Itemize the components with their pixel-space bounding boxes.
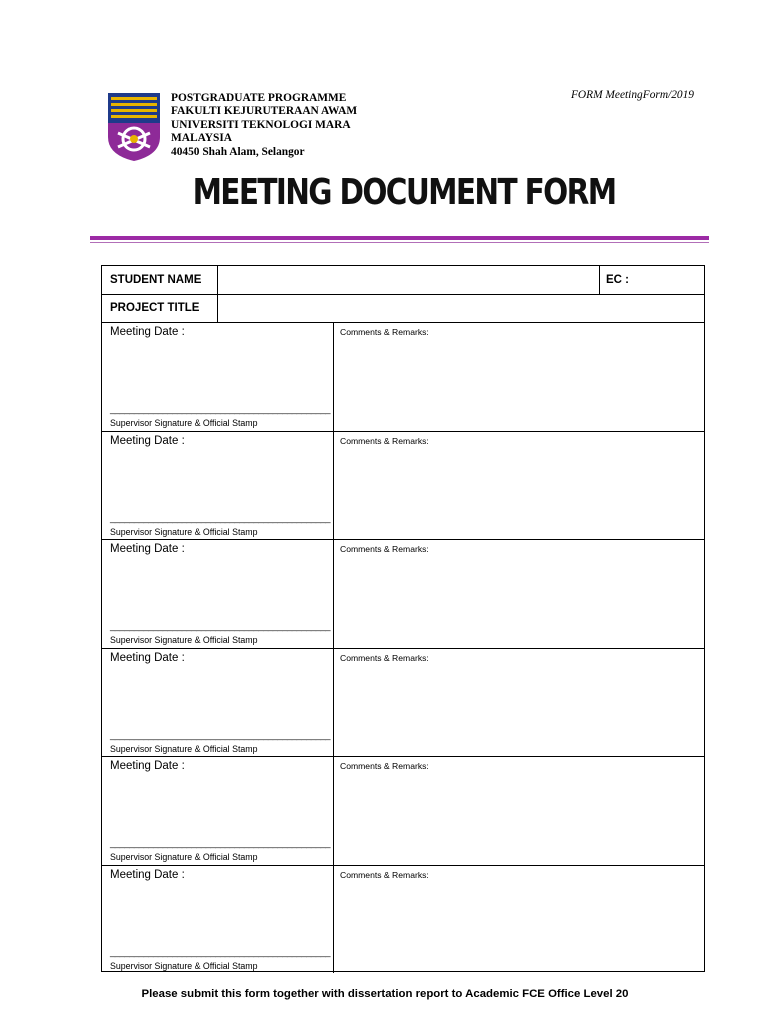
header-line-5: 40450 Shah Alam, Selangor	[171, 145, 305, 158]
signature-line[interactable]: ______________________________________________	[110, 404, 331, 415]
meeting-row-divider	[102, 865, 704, 866]
comments-label: Comments & Remarks:	[340, 544, 429, 554]
comments-label: Comments & Remarks:	[340, 327, 429, 337]
meeting-date-label: Meeting Date :	[110, 434, 185, 447]
comments-label: Comments & Remarks:	[340, 761, 429, 771]
comments-field[interactable]	[338, 774, 700, 861]
meeting-date-field[interactable]	[187, 541, 327, 559]
comments-field[interactable]	[338, 449, 700, 536]
page-title: MEETING DOCUMENT FORM	[192, 172, 616, 213]
meeting-date-field[interactable]	[187, 650, 327, 668]
meeting-date-label: Meeting Date :	[110, 868, 185, 881]
project-title-label: PROJECT TITLE	[110, 302, 200, 314]
student-name-label: STUDENT NAME	[110, 274, 202, 286]
meeting-row-divider	[102, 756, 704, 757]
meeting-date-field[interactable]	[187, 867, 327, 885]
project-title-field[interactable]	[220, 296, 702, 320]
signature-line[interactable]: ______________________________________________	[110, 946, 331, 958]
ec-field[interactable]	[632, 268, 702, 292]
meeting-column-divider	[333, 756, 334, 865]
header-line-2: FAKULTI KEJURUTERAAN AWAM	[171, 105, 358, 118]
meeting-date-field[interactable]	[187, 433, 327, 451]
header-line-3: UNIVERSITI TEKNOLOGI MARA	[171, 118, 351, 131]
meeting-row-divider	[102, 539, 704, 540]
comments-label: Comments & Remarks:	[340, 869, 429, 880]
header-line-1: POSTGRADUATE PROGRAMME	[171, 92, 347, 104]
signature-line[interactable]: ______________________________________________	[110, 838, 331, 849]
signature-label: Supervisor Signature & Official Stamp	[110, 960, 258, 971]
meeting-form-table	[101, 265, 705, 972]
comments-label: Comments & Remarks:	[340, 435, 429, 446]
meeting-column-divider	[333, 865, 334, 974]
meeting-row-divider	[102, 431, 704, 432]
signature-label: Supervisor Signature & Official Stamp	[110, 743, 258, 754]
meeting-date-label: Meeting Date :	[110, 326, 185, 338]
signature-label: Supervisor Signature & Official Stamp	[110, 418, 258, 428]
signature-line[interactable]: ______________________________________________	[110, 729, 331, 741]
ec-label: EC :	[606, 274, 629, 286]
faculty-address	[171, 92, 357, 159]
student-name-field[interactable]	[220, 268, 596, 292]
meeting-date-label: Meeting Date :	[110, 760, 185, 772]
form-id: FORM MeetingForm/2019	[570, 89, 694, 101]
meeting-date-field[interactable]	[187, 324, 327, 342]
comments-label: Comments & Remarks:	[340, 652, 429, 663]
comments-field[interactable]	[338, 340, 700, 427]
meeting-row-divider	[102, 648, 704, 649]
meeting-column-divider	[333, 539, 334, 648]
submission-note: Please submit this form together with dissertation report to Academic FCE Office Level 20	[141, 988, 629, 1000]
signature-label: Supervisor Signature & Official Stamp	[110, 635, 258, 645]
signature-label: Supervisor Signature & Official Stamp	[110, 852, 258, 862]
meeting-column-divider	[333, 431, 334, 540]
signature-label: Supervisor Signature & Official Stamp	[110, 526, 258, 537]
signature-line[interactable]: ______________________________________________	[110, 621, 331, 632]
column-divider	[217, 266, 218, 322]
signature-line[interactable]: ______________________________________________	[110, 512, 331, 524]
comments-field[interactable]	[338, 883, 700, 970]
meeting-column-divider	[333, 648, 334, 757]
comments-field[interactable]	[338, 557, 700, 644]
title-divider	[90, 236, 709, 240]
column-divider	[599, 266, 600, 294]
header-line-4: MALAYSIA	[171, 132, 232, 145]
uitm-logo-icon	[108, 93, 160, 161]
meeting-date-label: Meeting Date :	[110, 651, 185, 664]
row-divider	[102, 322, 704, 323]
comments-field[interactable]	[338, 666, 700, 753]
meeting-column-divider	[333, 322, 334, 431]
meeting-date-label: Meeting Date :	[110, 543, 185, 555]
meeting-date-field[interactable]	[187, 758, 327, 776]
row-divider	[102, 294, 704, 295]
title-divider-thin	[90, 242, 709, 243]
